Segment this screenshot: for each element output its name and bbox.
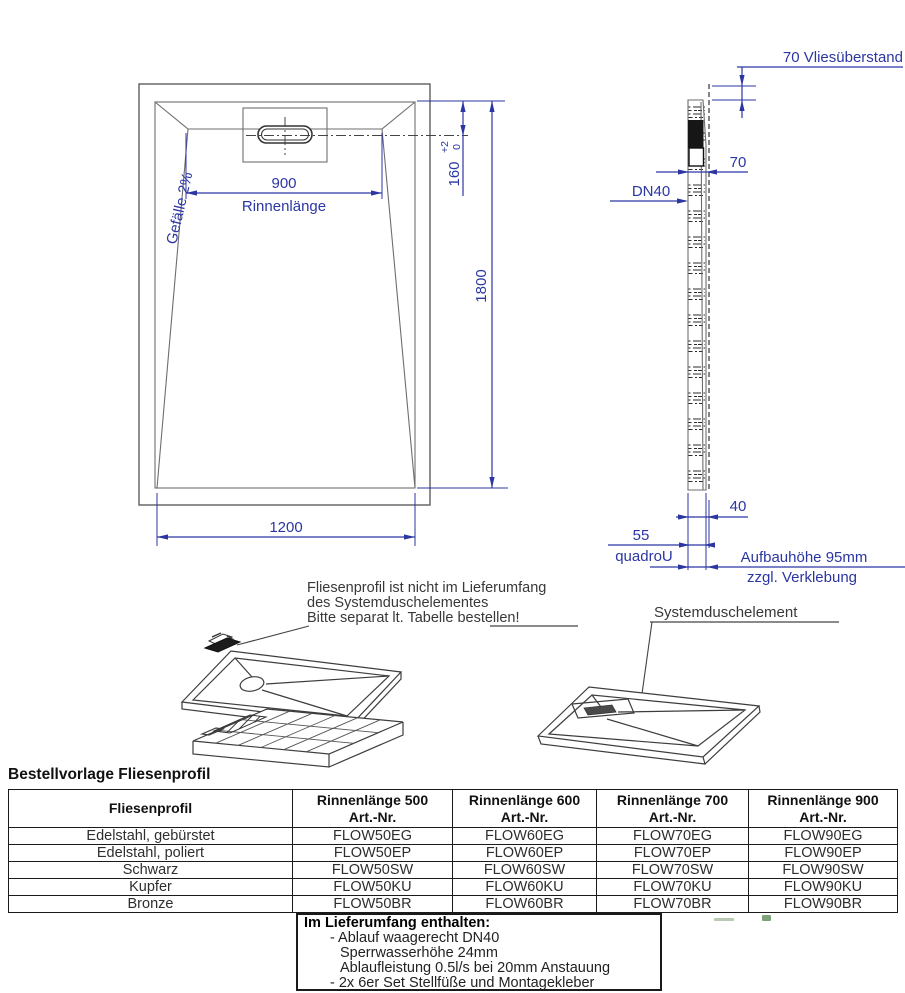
table-row — [9, 845, 898, 862]
row-material: Edelstahl, gebürstet — [9, 828, 293, 845]
dim-rinnenlaenge — [186, 133, 382, 215]
profile-note-line1: Fliesenprofil ist nicht im Lieferumfang — [307, 580, 547, 596]
art-nr-cell: FLOW90BR — [749, 896, 898, 913]
header-900-line2: Art.-Nr. — [799, 808, 847, 825]
dim-160-text: 160 — [446, 161, 463, 187]
order-table-title: Bestellvorlage Fliesenprofil — [8, 766, 211, 783]
profile-note — [237, 580, 578, 645]
system-element-view — [538, 687, 760, 764]
system-element-label: Systemduschelement — [654, 604, 798, 621]
header-rinnenlaenge-600 — [453, 790, 597, 828]
row-material: Bronze — [9, 896, 293, 913]
header-600-line1: Rinnenlänge 600 — [468, 791, 581, 808]
art-nr-cell: FLOW90KU — [749, 879, 898, 896]
dim-dn40 — [610, 183, 688, 204]
art-nr-cell: FLOW60BR — [453, 896, 597, 913]
row-material: Kupfer — [9, 879, 293, 896]
dim-vliesueberstand — [712, 49, 903, 118]
aufbauhoehe-line1: Aufbauhöhe 95mm — [740, 549, 868, 566]
scope-title: Im Lieferumfang enthalten: — [304, 915, 491, 931]
art-nr-cell: FLOW70BR — [597, 896, 749, 913]
art-nr-cell: FLOW90SW — [749, 862, 898, 879]
quadrou-label: quadroU — [615, 548, 673, 565]
art-nr-cell: FLOW50BR — [293, 896, 453, 913]
table-row — [9, 862, 898, 879]
element-outer — [538, 687, 759, 757]
art-nr-cell: FLOW60KU — [453, 879, 597, 896]
header-rinnenlaenge-900 — [749, 790, 898, 828]
slope-label: Gefälle 2% — [163, 170, 197, 246]
header-600-line2: Art.-Nr. — [500, 808, 549, 825]
dim-900-label: Rinnenlänge — [241, 198, 327, 215]
table-row — [9, 828, 898, 845]
vlies-label: 70 Vliesüberstand — [782, 49, 903, 66]
header-500-line1: Rinnenlänge 500 — [316, 791, 429, 808]
art-nr-cell: FLOW90EP — [749, 845, 898, 862]
art-nr-cell: FLOW60SW — [453, 862, 597, 879]
system-element-note — [641, 604, 839, 701]
dim-width-1200 — [157, 493, 415, 546]
dim-55 — [608, 527, 715, 565]
art-nr-cell: FLOW70EG — [597, 828, 749, 845]
side-view — [608, 49, 905, 586]
header-rinnenlaenge-500 — [293, 790, 453, 828]
system-note-leader — [641, 622, 652, 701]
dn40-label: DN40 — [631, 183, 671, 200]
art-nr-cell: FLOW50SW — [293, 862, 453, 879]
header-fliesenprofil — [9, 790, 293, 828]
dim-1800-text: 1800 — [473, 269, 490, 303]
row-material: Schwarz — [9, 862, 293, 879]
dim-55-text: 55 — [632, 527, 650, 544]
scan-artifact — [714, 918, 734, 921]
table-row — [9, 879, 898, 896]
art-nr-cell: FLOW60EG — [453, 828, 597, 845]
profile-note-line2: des Systemduschelementes — [307, 595, 489, 611]
scope-of-delivery-box — [296, 913, 662, 991]
scan-artifact — [762, 915, 771, 921]
plan-outer-outline — [139, 84, 430, 505]
art-nr-cell: FLOW90EG — [749, 828, 898, 845]
dim-40-text: 40 — [729, 498, 747, 515]
aufbauhoehe-line2: zzgl. Verklebung — [746, 569, 858, 586]
plan-inner-rim — [155, 102, 415, 488]
scope-item: - Ablauf waagerecht DN40 — [330, 929, 500, 946]
dim-160-tol-lower: 0 — [451, 144, 463, 150]
dim-70-text: 70 — [729, 154, 747, 171]
art-nr-cell: FLOW50KU — [293, 879, 453, 896]
header-rinnenlaenge-700 — [597, 790, 749, 828]
row-material: Edelstahl, poliert — [9, 845, 293, 862]
header-700-line2: Art.-Nr. — [648, 808, 697, 825]
profile-note-leader — [237, 626, 309, 645]
header-700-line1: Rinnenlänge 700 — [616, 791, 729, 808]
art-nr-cell: FLOW70SW — [597, 862, 749, 879]
art-nr-cell: FLOW50EP — [293, 845, 453, 862]
table-row — [9, 896, 898, 913]
art-nr-cell: FLOW70KU — [597, 879, 749, 896]
header-500-line2: Art.-Nr. — [348, 808, 397, 825]
exploded-view — [182, 633, 403, 767]
plan-floor-lines — [155, 102, 415, 488]
art-nr-cell: FLOW50EG — [293, 828, 453, 845]
scope-item: Ablaufleistung 0.5l/s bei 20mm Anstauung — [340, 959, 611, 976]
header-fliesenprofil-label: Fliesenprofil — [108, 800, 193, 817]
dim-1200-text: 1200 — [269, 519, 303, 536]
scope-item: Sperrwasserhöhe 24mm — [340, 944, 498, 961]
order-table-header-row — [9, 790, 898, 828]
profile-note-line3: Bitte separat lt. Tabelle bestellen! — [307, 610, 520, 626]
side-drain-outlet — [689, 148, 704, 166]
scope-item: - 2x 6er Set Stellfüße und Montagekleber — [330, 974, 595, 991]
side-drain-body — [688, 120, 704, 148]
dim-40 — [676, 498, 748, 520]
order-table — [8, 789, 898, 913]
header-900-line1: Rinnenlänge 900 — [767, 791, 879, 808]
dim-160-tol-upper: +2 — [439, 141, 451, 153]
art-nr-cell: FLOW70EP — [597, 845, 749, 862]
dim-900-text: 900 — [271, 175, 297, 192]
art-nr-cell: FLOW60EP — [453, 845, 597, 862]
plan-view — [139, 84, 508, 546]
